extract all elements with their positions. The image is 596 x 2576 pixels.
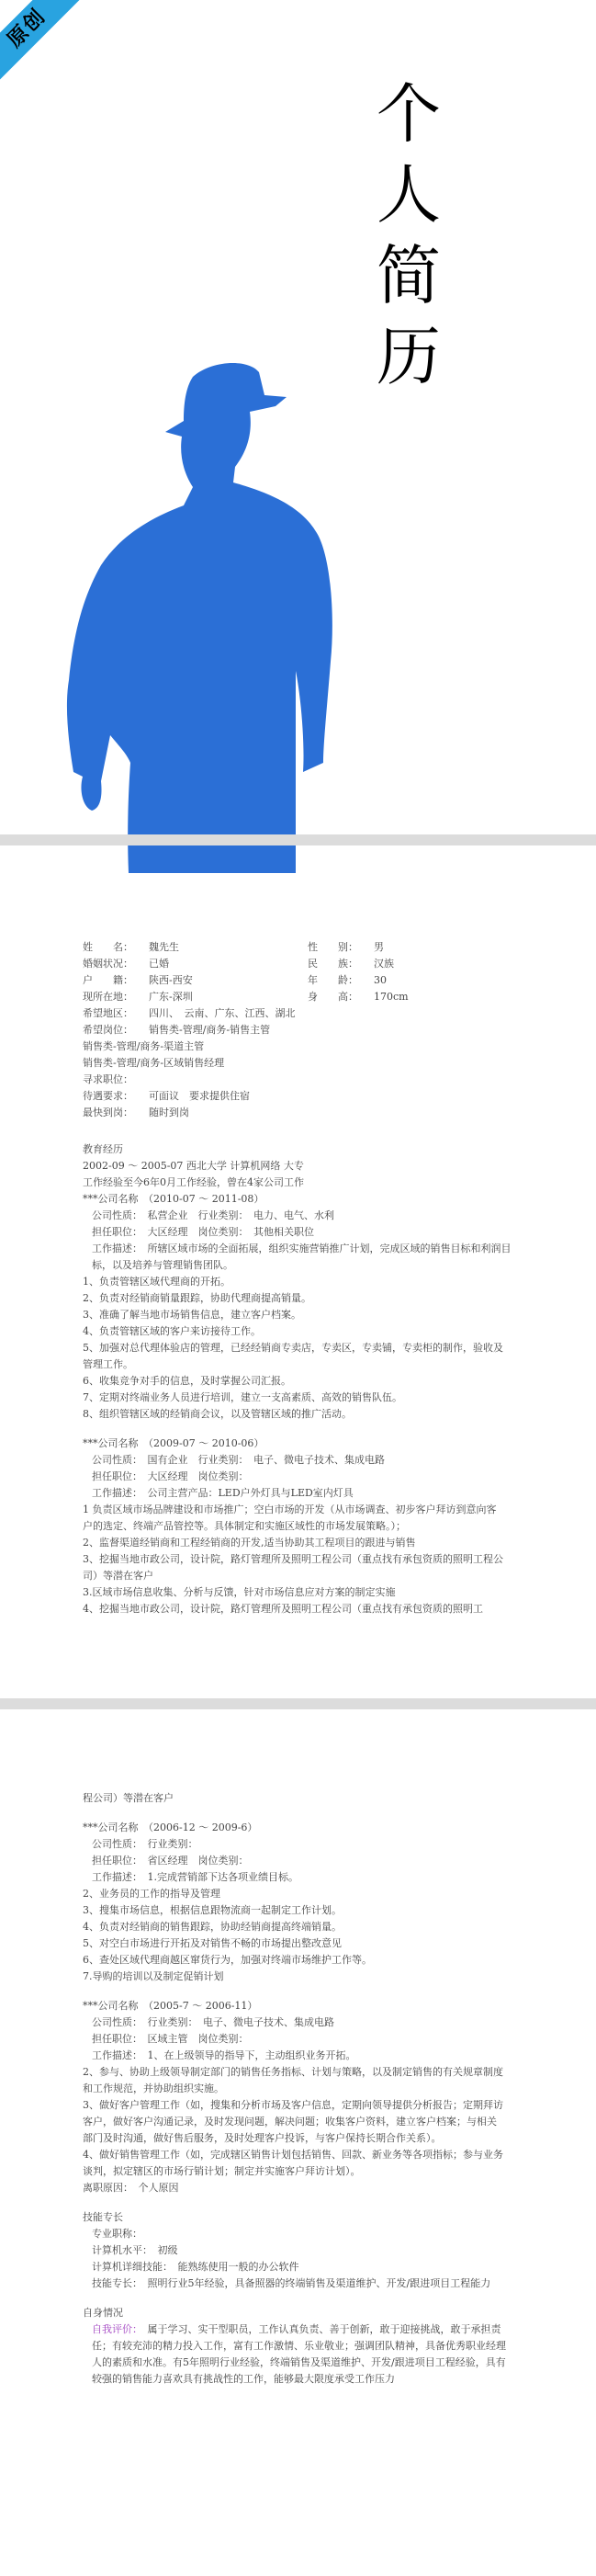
job-item: 3、准确了解当地市场销售信息，建立客户档案。 [83,1309,301,1321]
field-value: 170cm [374,991,409,1003]
pref-row [83,1105,409,1121]
page-divider [0,1698,596,1709]
continued-text: 程公司）等潜在客户 [83,1792,174,1804]
field-value: 陕西-西安 [149,974,193,986]
field-value: 随时到岗 [149,1106,189,1118]
job-item: 2、业务员的工作的指导及管理 [83,1888,220,1900]
skill-line: 计算机水平： 初级 [92,2244,178,2256]
job-item: 4、负责管辖区域的客户来访接待工作。 [83,1325,261,1337]
job-item: 1 负责区域市场品牌建设和市场推广；空白市场的开发（从市场调查、初步客户拜访到意向客户的选定、终端产品管控等。具体制定和实施区域性的市场发展策略。）； [83,1504,497,1532]
job-item: 5、对空白市场进行开拓及对销售不畅的市场提出整改意见 [83,1937,342,1949]
job-item: 3、挖掘当地市政公司，设计院，路灯管理所及照明工程公司（重点找有承包资质的照明工程公司）等潜在客户 [83,1553,503,1582]
title-char: 历 [377,319,441,394]
job-item: 3.区域市场信息收集、分析与反馈，针对市场信息应对方案的制定实施 [83,1586,396,1598]
field-value: 销售类-管理/商务-区域销售经理 [83,1057,225,1069]
job-item: 2、监督渠道经销商和工程经销商的开发,适当协助其工程项目的跟进与销售 [83,1537,416,1549]
experience-summary: 工作经验至今6年0月工作经验，曾在4家公司工作 [83,1176,304,1188]
title-char: 简 [377,238,441,313]
job-role: 担任职位： 大区经理 岗位类别： [92,1470,249,1482]
job-nature: 公司性质： 行业类别： [92,1838,198,1850]
resume-title [363,74,455,397]
experience-section [83,1141,514,1617]
page-divider [0,834,596,845]
job-desc: 工作描述： 1、在上级领导的指导下，主动组织业务开拓。 [92,2049,356,2061]
field-label: 身 高： [308,991,358,1003]
pref-row [83,1088,409,1105]
field-value: 四川、 云南、广东、江西、湖北 [149,1007,296,1019]
field-value: 可面议 要求提供住宿 [149,1090,250,1102]
basic-info [83,939,409,1121]
field-label: 民 族： [308,958,358,970]
field-label: 现所在地： [83,991,133,1003]
field-label: 最快到岗： [83,1106,133,1118]
businessman-silhouette [55,358,349,873]
field-value: 广东-深圳 [149,991,193,1003]
job-nature: 公司性质： 私营企业 行业类别： 电力、电气、水利 [92,1209,334,1221]
pref-row [83,1055,409,1072]
job-desc: 工作描述： 所辖区域市场的全面拓展，组织实施营销推广计划，完成区域的销售目标和利润目标，以及培养与管理销售团队。 [92,1243,512,1271]
job-role: 担任职位： 大区经理 岗位类别： 其他相关职位 [92,1226,314,1238]
skill-line: 专业职称： [92,2228,142,2240]
field-label: 婚姻状况： [83,958,133,970]
title-char: 人 [377,157,441,233]
field-value: 男 [374,941,384,953]
pref-row [83,1072,409,1088]
job-item: 6、查处区域代理商越区窜货行为，加强对终端市场维护工作等。 [83,1954,372,1966]
continued-section [83,1790,514,2388]
job-item: 7、定期对终端业务人员进行培训，建立一支高素质、高效的销售队伍。 [83,1391,402,1403]
job-item: 4、做好销售管理工作（如，完成辖区销售计划包括销售、回款、新业务等各项指标；参与业务谈判，拟定辖区的市场行销计划；制定并实施客户拜访计划）。 [83,2149,503,2177]
pref-row [83,1005,409,1022]
job-nature: 公司性质： 国有企业 行业类别： 电子、微电子技术、集成电路 [92,1454,385,1466]
section-heading: 自身情况 [83,2307,123,2319]
field-label: 寻求职位： [83,1073,133,1085]
job-desc: 工作描述： 1.完成营销部下达各项业绩目标。 [92,1871,298,1883]
job-item: 3、做好客户管理工作（如，搜集和分析市场及客户信息，定期向领导提供分析报告；定期拜访客户，做好客户沟通记录，及时发现问题，解决问题；收集客户资料，建立客户档案；与相关部门及时沟通，做好售后服务，及时处理客户投诉，与客户保持长期合作关系）。 [83,2099,503,2144]
field-label: 待遇要求： [83,1090,133,1102]
self-evaluation [83,2321,514,2388]
leave-reason: 离职原因： 个人原因 [83,2182,179,2194]
job-heading: ***公司名称 （2005-7 ～ 2006-11） [83,2000,258,2012]
field-label: 希望地区： [83,1007,133,1019]
field-value: 汉族 [374,958,394,970]
section-heading: 教育经历 [83,1143,123,1155]
self-evaluation-text: 属于学习、实干型职员，工作认真负责、善于创新，敢于迎接挑战，敢于承担责任；有较充沛的精力投入工作，富有工作激情、乐业敬业；强调团队精神，具备优秀职业经理人的素质和水准。有5年照明行业经验，终端销售及渠道维护、开发/跟进项目工程经验，具有较强的销售能力喜欢具有挑战性的工作，能够最大限度承受工作压力 [92,2323,506,2385]
field-label: 姓 名： [83,941,133,953]
job-item: 7.导购的培训以及制定促销计划 [83,1970,224,1982]
job-nature: 公司性质： 行业类别： 电子、微电子技术、集成电路 [92,2016,334,2028]
job-item: 2、负责对经销商销量跟踪，协助代理商提高销量。 [83,1292,311,1304]
field-value: 30 [374,974,387,986]
info-row [83,939,409,956]
job-item: 6、收集竞争对手的信息，及时掌握公司汇报。 [83,1375,291,1387]
job-item: 5、加强对总代理体验店的管理，已经经销商专卖店，专卖区，专卖铺，专卖柜的制作，验收及管理工作。 [83,1342,503,1370]
job-item: 3、搜集市场信息，根据信息跟物流商一起制定工作计划。 [83,1904,342,1916]
title-char: 个 [377,76,441,152]
job-item: 4、挖掘当地市政公司，设计院，路灯管理所及照明工程公司（重点找有承包资质的照明工 [83,1603,483,1615]
job-item: 4、负责对经销商的销售跟踪，协助经销商提高终端销量。 [83,1921,342,1933]
field-value: 已婚 [149,958,169,970]
field-label: 年 龄： [308,974,358,986]
field-label: 性 别： [308,941,358,953]
section-heading: 技能专长 [83,2211,123,2223]
skill-line: 技能专长： 照明行业5年经验，具备照器的终端销售及渠道维护、开发/跟进项目工程能力 [92,2277,491,2289]
info-row [83,989,409,1005]
job-item: 8、组织管辖区域的经销商会议，以及管辖区域的推广活动。 [83,1408,352,1420]
job-item: 1、负责管辖区域代理商的开拓。 [83,1276,231,1288]
pref-row [83,1038,409,1055]
field-value: 销售类-管理/商务-渠道主管 [83,1040,205,1052]
job-desc: 工作描述： 公司主营产品：LED户外灯具与LED室内灯具 [92,1487,354,1499]
job-role: 担任职位： 区域主管 岗位类别： [92,2033,249,2045]
job-item: 2、参与、协助上级领导制定部门的销售任务指标、计划与策略，以及制定销售的有关规章制度和工作规范，并协助组织实施。 [83,2066,503,2094]
job-heading: ***公司名称 （2009-07 ～ 2010-06） [83,1437,264,1449]
info-row [83,956,409,972]
field-value: 销售类-管理/商务-销售主管 [149,1024,271,1036]
field-value: 魏先生 [149,941,179,953]
edu-line: 2002-09 ～ 2005-07 西北大学 计算机网络 大专 [83,1160,304,1172]
job-role: 担任职位： 省区经理 岗位类别： [92,1855,249,1867]
info-row [83,972,409,989]
job-heading: ***公司名称 （2006-12 ～ 2009-6） [83,1821,258,1833]
skill-line: 计算机详细技能： 能熟练使用一般的办公软件 [92,2261,299,2273]
badge-label: 原创 [3,5,51,52]
field-label: 户 籍： [83,974,133,986]
self-evaluation-label[interactable]: 自我评价： [92,2323,138,2335]
field-label: 希望岗位： [83,1024,133,1036]
pref-row [83,1022,409,1038]
job-heading: ***公司名称 （2010-07 ～ 2011-08） [83,1193,264,1205]
